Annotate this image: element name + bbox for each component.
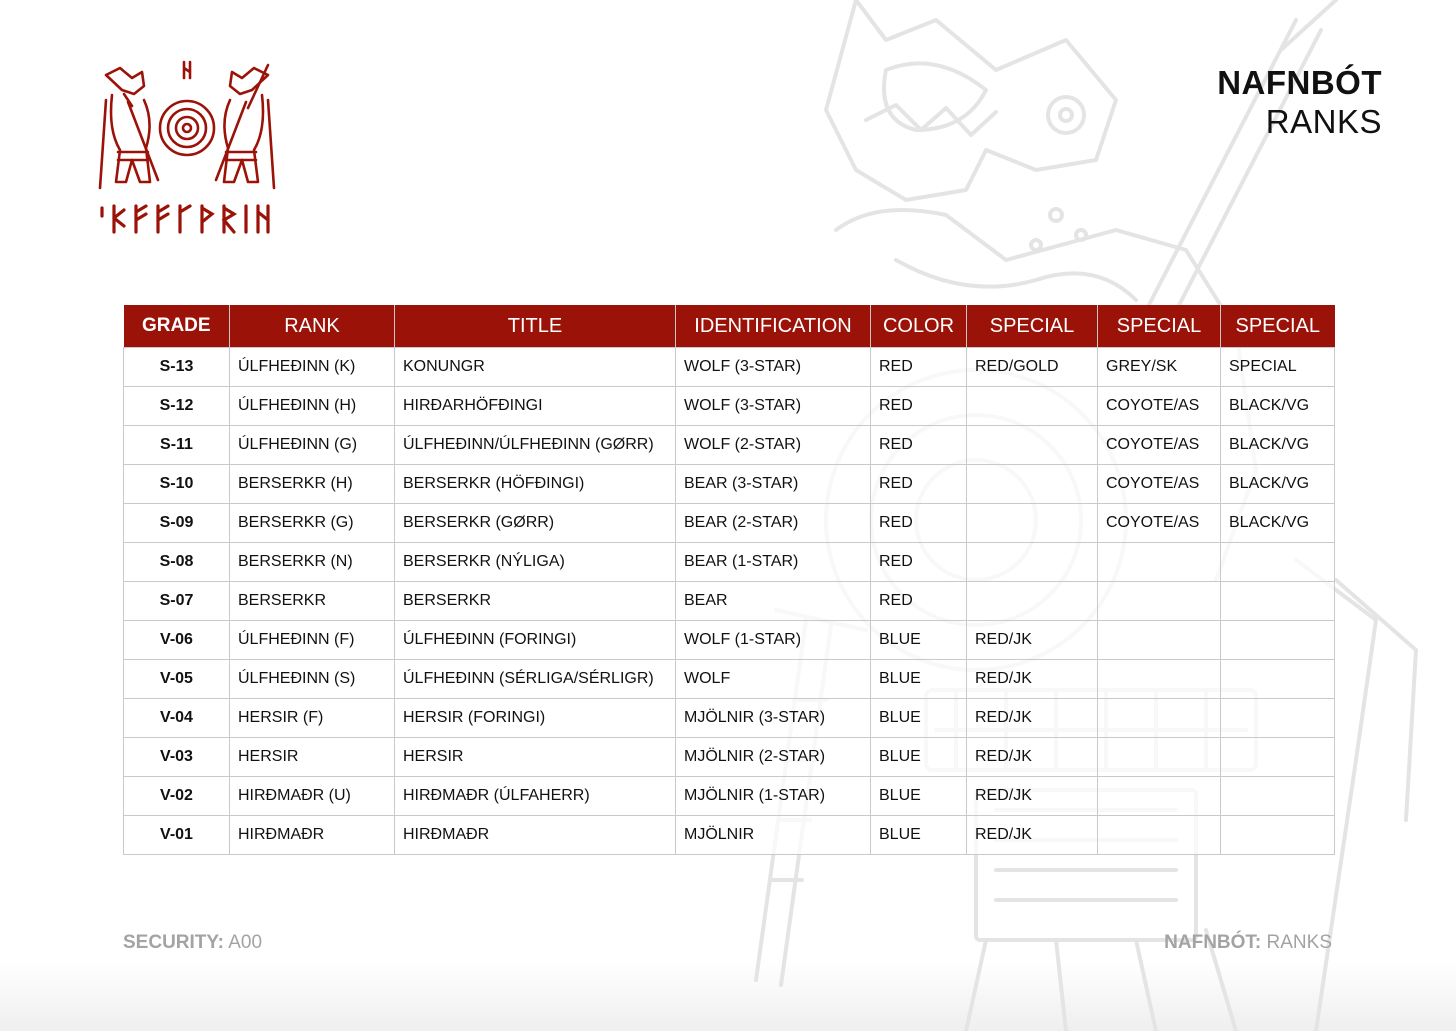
table-cell: RED bbox=[871, 348, 967, 387]
table-cell: HIRÐMAÐR bbox=[395, 816, 676, 855]
table-cell bbox=[967, 465, 1098, 504]
security-footer bbox=[123, 932, 262, 954]
table-cell: BLUE bbox=[871, 660, 967, 699]
table-cell bbox=[1098, 816, 1221, 855]
table-cell: BLUE bbox=[871, 738, 967, 777]
table-cell: ÚLFHEÐINN (H) bbox=[230, 387, 395, 426]
wolf-warriors-emblem bbox=[98, 60, 276, 240]
table-cell: ÚLFHEÐINN (S) bbox=[230, 660, 395, 699]
table-cell: BLUE bbox=[871, 816, 967, 855]
page-subtitle: RANKS bbox=[1265, 103, 1382, 140]
column-header: TITLE bbox=[395, 305, 676, 348]
grade-cell: V-01 bbox=[124, 816, 230, 855]
grade-cell: V-06 bbox=[124, 621, 230, 660]
column-header: SPECIAL bbox=[1221, 305, 1335, 348]
table-cell bbox=[967, 582, 1098, 621]
table-cell: RED bbox=[871, 387, 967, 426]
table-cell: BLUE bbox=[871, 699, 967, 738]
table-cell bbox=[1221, 699, 1335, 738]
table-row bbox=[124, 699, 1335, 738]
table-cell bbox=[967, 387, 1098, 426]
table-cell: ÚLFHEÐINN (SÉRLIGA/SÉRLIGR) bbox=[395, 660, 676, 699]
table-cell: BEAR (2-STAR) bbox=[676, 504, 871, 543]
table-cell: GREY/SK bbox=[1098, 348, 1221, 387]
table-cell bbox=[1098, 621, 1221, 660]
table-cell: MJÖLNIR (2-STAR) bbox=[676, 738, 871, 777]
table-cell: MJÖLNIR (1-STAR) bbox=[676, 777, 871, 816]
bottom-shade bbox=[0, 961, 1456, 1031]
table-cell: HIRÐMAÐR (ÚLFAHERR) bbox=[395, 777, 676, 816]
table-cell bbox=[1098, 699, 1221, 738]
table-cell: WOLF (1-STAR) bbox=[676, 621, 871, 660]
column-header: SPECIAL bbox=[967, 305, 1098, 348]
table-row bbox=[124, 738, 1335, 777]
table-cell: COYOTE/AS bbox=[1098, 504, 1221, 543]
table-cell: BEAR (1-STAR) bbox=[676, 543, 871, 582]
column-header: SPECIAL bbox=[1098, 305, 1221, 348]
page-title: NAFNBÓT bbox=[1217, 64, 1382, 101]
table-row bbox=[124, 660, 1335, 699]
table-cell bbox=[1221, 582, 1335, 621]
table-cell: BERSERKR (G) bbox=[230, 504, 395, 543]
section-label: NAFNBÓT: bbox=[1164, 932, 1262, 953]
table-row bbox=[124, 504, 1335, 543]
table-cell: BLACK/VG bbox=[1221, 465, 1335, 504]
table-cell: RED bbox=[871, 465, 967, 504]
table-cell: COYOTE/AS bbox=[1098, 465, 1221, 504]
table-cell: MJÖLNIR bbox=[676, 816, 871, 855]
table-cell: RED/JK bbox=[967, 699, 1098, 738]
grade-cell: S-12 bbox=[124, 387, 230, 426]
table-cell: BEAR (3-STAR) bbox=[676, 465, 871, 504]
table-cell: WOLF bbox=[676, 660, 871, 699]
section-footer bbox=[1164, 932, 1332, 954]
table-cell bbox=[1221, 621, 1335, 660]
table-cell: RED/JK bbox=[967, 621, 1098, 660]
ranks-table bbox=[123, 305, 1335, 855]
table-cell bbox=[967, 543, 1098, 582]
column-header: COLOR bbox=[871, 305, 967, 348]
table-cell bbox=[1098, 738, 1221, 777]
table-cell bbox=[1221, 777, 1335, 816]
table-cell: BERSERKR bbox=[230, 582, 395, 621]
table-row bbox=[124, 816, 1335, 855]
table-cell: KONUNGR bbox=[395, 348, 676, 387]
table-row bbox=[124, 621, 1335, 660]
table-cell: BERSERKR (N) bbox=[230, 543, 395, 582]
table-cell: MJÖLNIR (3-STAR) bbox=[676, 699, 871, 738]
grade-cell: V-03 bbox=[124, 738, 230, 777]
column-header: RANK bbox=[230, 305, 395, 348]
table-cell: BERSERKR (H) bbox=[230, 465, 395, 504]
table-cell bbox=[1221, 543, 1335, 582]
table-cell: COYOTE/AS bbox=[1098, 426, 1221, 465]
table-cell: RED bbox=[871, 582, 967, 621]
section-value: RANKS bbox=[1266, 932, 1332, 953]
table-cell: SPECIAL bbox=[1221, 348, 1335, 387]
table-row bbox=[124, 582, 1335, 621]
table-body bbox=[124, 348, 1335, 855]
table-cell bbox=[1098, 543, 1221, 582]
grade-cell: S-07 bbox=[124, 582, 230, 621]
table-cell: BERSERKR (GØRR) bbox=[395, 504, 676, 543]
table-cell: RED/JK bbox=[967, 777, 1098, 816]
table-row bbox=[124, 465, 1335, 504]
table-cell: HERSIR (FORINGI) bbox=[395, 699, 676, 738]
table-cell: BERSERKR bbox=[395, 582, 676, 621]
grade-cell: S-10 bbox=[124, 465, 230, 504]
grade-cell: V-05 bbox=[124, 660, 230, 699]
grade-cell: V-04 bbox=[124, 699, 230, 738]
table-cell: BERSERKR (NÝLIGA) bbox=[395, 543, 676, 582]
column-header: GRADE bbox=[124, 305, 230, 348]
table-cell: WOLF (3-STAR) bbox=[676, 348, 871, 387]
table-cell: BLACK/VG bbox=[1221, 504, 1335, 543]
table-cell: BLUE bbox=[871, 777, 967, 816]
table-cell: HIRÐMAÐR (U) bbox=[230, 777, 395, 816]
table-cell: HERSIR bbox=[230, 738, 395, 777]
table-cell bbox=[967, 426, 1098, 465]
table-cell bbox=[1098, 777, 1221, 816]
table-row bbox=[124, 387, 1335, 426]
table-cell: BLACK/VG bbox=[1221, 426, 1335, 465]
table-cell: WOLF (3-STAR) bbox=[676, 387, 871, 426]
table-cell: RED bbox=[871, 426, 967, 465]
table-cell bbox=[1098, 660, 1221, 699]
grade-cell: S-09 bbox=[124, 504, 230, 543]
table-cell: ÚLFHEÐINN (K) bbox=[230, 348, 395, 387]
table-cell: HERSIR (F) bbox=[230, 699, 395, 738]
security-value: A00 bbox=[228, 932, 263, 953]
table-cell: RED/JK bbox=[967, 660, 1098, 699]
table-cell: RED/JK bbox=[967, 738, 1098, 777]
table-cell: COYOTE/AS bbox=[1098, 387, 1221, 426]
grade-cell: S-08 bbox=[124, 543, 230, 582]
table-cell: HIRÐARHÖFÐINGI bbox=[395, 387, 676, 426]
table-cell: BLACK/VG bbox=[1221, 387, 1335, 426]
table-cell bbox=[967, 504, 1098, 543]
grade-cell: S-11 bbox=[124, 426, 230, 465]
table-row bbox=[124, 348, 1335, 387]
grade-cell: V-02 bbox=[124, 777, 230, 816]
table-row bbox=[124, 777, 1335, 816]
grade-cell: S-13 bbox=[124, 348, 230, 387]
table-cell: BEAR bbox=[676, 582, 871, 621]
table-cell: HERSIR bbox=[395, 738, 676, 777]
table-cell: RED bbox=[871, 543, 967, 582]
table-cell bbox=[1221, 816, 1335, 855]
table-cell: RED/GOLD bbox=[967, 348, 1098, 387]
security-label: SECURITY: bbox=[123, 932, 224, 953]
table-cell bbox=[1098, 582, 1221, 621]
table-row bbox=[124, 426, 1335, 465]
column-header: IDENTIFICATION bbox=[676, 305, 871, 348]
table-cell: ÚLFHEÐINN (F) bbox=[230, 621, 395, 660]
table-row bbox=[124, 543, 1335, 582]
table-cell bbox=[1221, 738, 1335, 777]
table-cell: BLUE bbox=[871, 621, 967, 660]
table-cell: ÚLFHEÐINN (G) bbox=[230, 426, 395, 465]
table-cell: BERSERKR (HÖFÐINGI) bbox=[395, 465, 676, 504]
table-cell: ÚLFHEÐINN/ÚLFHEÐINN (GØRR) bbox=[395, 426, 676, 465]
page-heading bbox=[1217, 64, 1382, 142]
table-cell: HIRÐMAÐR bbox=[230, 816, 395, 855]
table-cell bbox=[1221, 660, 1335, 699]
table-cell: RED bbox=[871, 504, 967, 543]
table-cell: ÚLFHEÐINN (FORINGI) bbox=[395, 621, 676, 660]
table-header-row bbox=[124, 305, 1335, 348]
table-cell: WOLF (2-STAR) bbox=[676, 426, 871, 465]
table-cell: RED/JK bbox=[967, 816, 1098, 855]
